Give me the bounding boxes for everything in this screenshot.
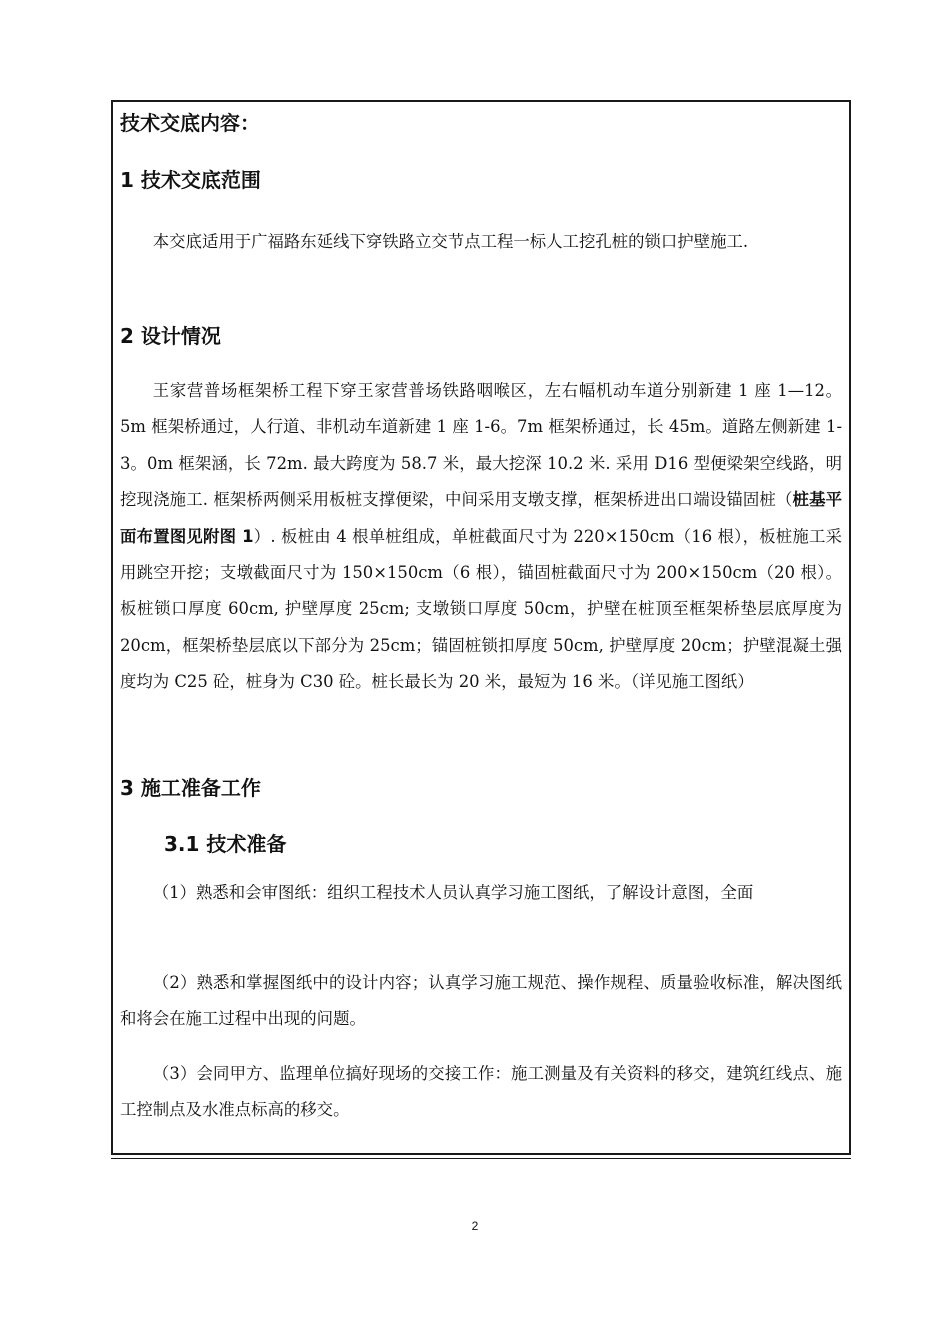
subsection-3-1-title: 3.1 技术准备: [164, 832, 287, 856]
section-2-body-text-continued: ）. 板桩由 4 根单桩组成，单桩截面尺寸为 220×150cm（16 根），板桩施工采用跳空开挖；支墩截面尺寸为 150×150cm（6 根），锚固桩截面尺寸为 200×150cm（20 根）。板桩锁口厚度 60cm, 护壁厚度 25cm; 支墩锁口厚度 50cm，护壁在桩顶至框架桥垫层底厚度为 20cm，框架桥垫层底以下部分为 25cm；锚固桩锁扣厚度 50cm, 护壁厚度 20cm；护壁混凝土强度均为 C25 砼，桩身为 C30 砼。桩长最长为 20 米，最短为 16 米。（详见施工图纸）: [120, 526, 842, 692]
list-item: （2）熟悉和掌握图纸中的设计内容；认真学习施工规范、操作规程、质量验收标准，解决图纸和将会在施工过程中出现的问题。: [120, 973, 842, 1029]
section-3-title: 3 施工准备工作: [120, 776, 261, 800]
section-2-body-text: 王家营普场框架桥工程下穿王家营普场铁路咽喉区，左右幅机动车道分别新建 1 座 1—12。5m 框架桥通过，人行道、非机动车道新建 1 座 1-6。7m 框架桥通过，长 45m。道路左侧新建 1-3。0m 框架涵，长 72m. 最大跨度为 58.7 米，最大挖深 10.2 米. 采用 D16 型便梁架空线路，明挖现浇施工. 框架桥两侧采用板桩支撑便梁，中间采用支墩支撑，框架桥进出口端设锚固桩（: [120, 381, 842, 510]
section-1-body: 本交底适用于广福路东延线下穿铁路立交节点工程一标人工挖孔桩的锁口护壁施工.: [152, 232, 749, 251]
section-1-title: 1 技术交底范围: [120, 168, 261, 192]
list-item: （1）熟悉和会审图纸：组织工程技术人员认真学习施工图纸，了解设计意图，全面: [152, 883, 754, 902]
section-2-body: [120, 373, 842, 701]
section-2-figure-reference: 桩基平面布置图见附图 1: [120, 490, 843, 546]
section-2-title: 2 设计情况: [120, 324, 221, 348]
content-header: 技术交底内容：: [120, 111, 260, 135]
list-item: （3）会同甲方、监理单位搞好现场的交接工作：施工测量及有关资料的移交，建筑红线点、施工控制点及水准点标高的移交。: [120, 1064, 842, 1120]
page-number: 2: [471, 1219, 479, 1233]
